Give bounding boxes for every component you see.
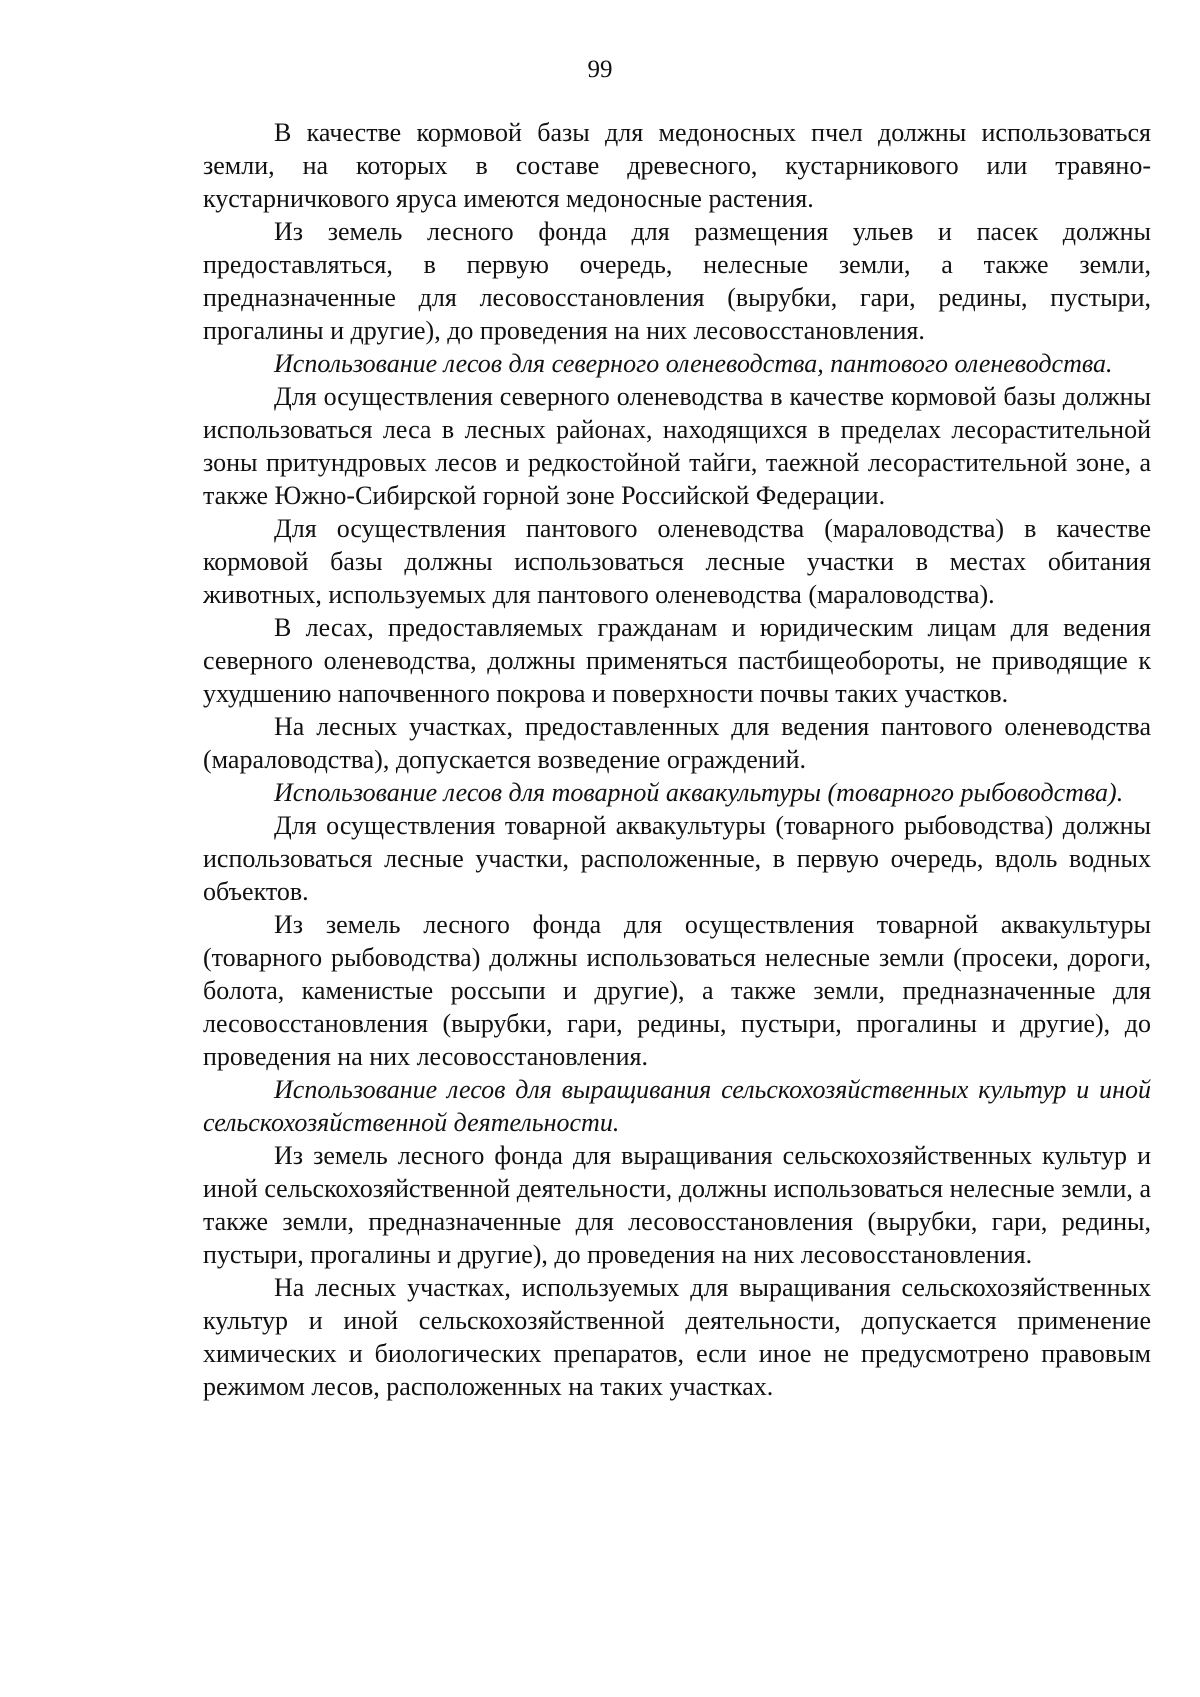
page-number: 99	[587, 56, 613, 83]
section-heading-agriculture: Использование лесов для выращивания сельскохозяйственных культур и иной сельскохозяйственной деятельности.	[203, 1075, 1151, 1137]
document-body	[203, 116, 1151, 1403]
paragraph-fencing: На лесных участках, предоставленных для ведения пантового оленеводства (мараловодства), допускается возведение ограждений.	[203, 712, 1151, 774]
section-heading-aquaculture: Использование лесов для товарной аквакультуры (товарного рыбоводства).	[274, 778, 1124, 807]
paragraph-antler-deer-forage: Для осуществления пантового оленеводства (мараловодства) в качестве кормовой базы должны использоваться лесные участки в местах обитания животных, используемых для пантового оленеводства (мараловодства).	[203, 514, 1151, 609]
paragraph-agrochemicals: На лесных участках, используемых для выращивания сельскохозяйственных культур и иной сельскохозяйственной деятельности, допускается применение химических и биологических препаратов, если иное не предусмотрено правовым режимом лесов, расположенных на таких участках.	[203, 1273, 1151, 1401]
paragraph-aquaculture-plots: Для осуществления товарной аквакультуры (товарного рыбоводства) должны использоваться лесные участки, расположенные, в первую очередь, вдоль водных объектов.	[203, 811, 1151, 906]
paragraph-pasture-rotation: В лесах, предоставляемых гражданам и юридическим лицам для ведения северного оленеводства, должны применяться пастбищеобороты, не приводящие к ухудшению напочвенного покрова и поверхности почвы таких участков.	[203, 613, 1151, 708]
paragraph-northern-reindeer-forage: Для осуществления северного оленеводства в качестве кормовой базы должны использоваться леса в лесных районах, находящихся в пределах лесорастительной зоны притундровых лесов и редкостойной тайги, таежной лесорастительной зоне, а также Южно-Сибирской горной зоне Российской Федерации.	[203, 382, 1151, 510]
paragraph-agriculture-lands: Из земель лесного фонда для выращивания сельскохозяйственных культур и иной сельскохозяйственной деятельности, должны использоваться нелесные земли, а также земли, предназначенные для лесовосстановления (вырубки, гари, редины, пустыри, прогалины и другие), до проведения на них лесовосстановления.	[203, 1141, 1151, 1269]
paragraph-bee-forage-lands: В качестве кормовой базы для медоносных пчел должны использоваться земли, на которых в составе древесного, кустарникового или травяно-кустарничкового яруса имеются медоносные растения.	[203, 118, 1151, 213]
section-heading-reindeer-herding: Использование лесов для северного оленеводства, пантового оленеводства.	[274, 349, 1113, 378]
paragraph-hive-placement: Из земель лесного фонда для размещения ульев и пасек должны предоставляться, в первую очередь, нелесные земли, а также земли, предназначенные для лесовосстановления (вырубки, гари, редины, пустыри, прогалины и другие), до проведения на них лесовосстановления.	[203, 217, 1151, 345]
paragraph-aquaculture-lands: Из земель лесного фонда для осуществления товарной аквакультуры (товарного рыбоводства) должны использоваться нелесные земли (просеки, дороги, болота, каменистые россыпи и другие), а также земли, предназначенные для лесовосстановления (вырубки, гари, редины, пустыри, прогалины и другие), до проведения на них лесовосстановления.	[203, 910, 1151, 1071]
